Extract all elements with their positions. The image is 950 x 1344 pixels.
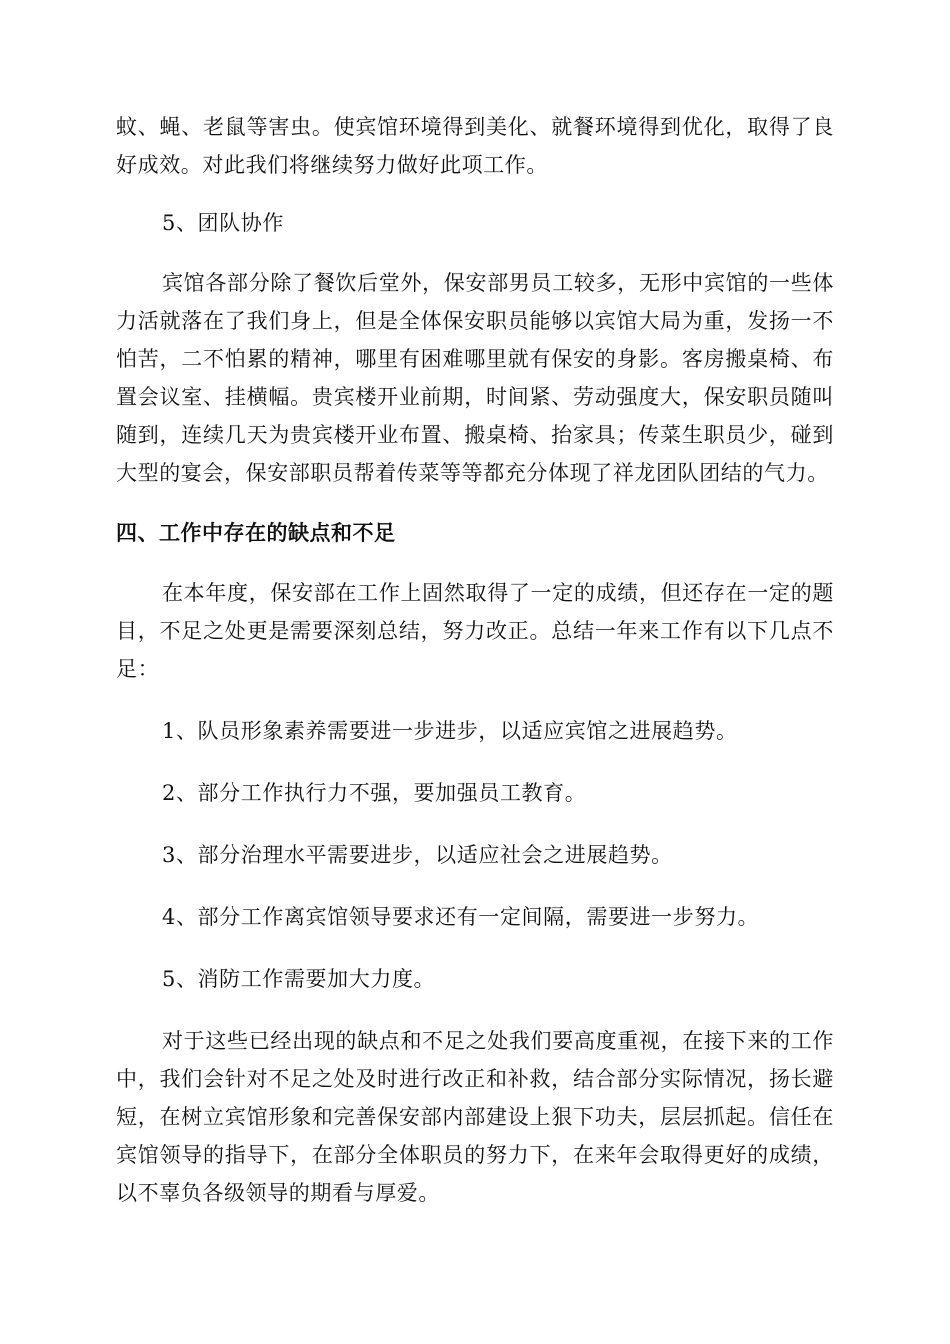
list-item: 1、队员形象素养需要进一步进步，以适应宾馆之进展趋势。: [162, 719, 738, 743]
continued-paragraph: 蚊、蝇、老鼠等害虫。使宾馆环境得到美化、就餐环境得到优化，取得了良好成效。对此我们将继续努力做好此项工作。: [116, 115, 834, 177]
teamwork-item-title: 5、团队协作: [162, 211, 284, 235]
intro-paragraph: 在本年度，保安部在工作上固然取得了一定的成绩，但还存在一定的题目，不足之处更是需要深刻总结，努力改正。总结一年来工作有以下几点不足：: [116, 581, 834, 681]
document-body: [116, 108, 834, 1212]
list-item: 2、部分工作执行力不强，要加强员工教育。: [162, 781, 587, 805]
teamwork-paragraph: 宾馆各部分除了餐饮后堂外，保安部男员工较多，无形中宾馆的一些体力活就落在了我们身上，但是全体保安职员能够以宾馆大局为重，发扬一不怕苦，二不怕累的精神，哪里有困难哪里就有保安的身影。客房搬桌椅、布置会议室、挂横幅。贵宾楼开业前期，时间紧、劳动强度大，保安职员随叫随到，连续几天为贵宾楼开业布置、搬桌椅、抬家具；传菜生职员少，碰到大型的宴会，保安部职员帮着传菜等等都充分体现了祥龙团队团结的气力。: [116, 271, 834, 485]
list-item: 5、消防工作需要加大力度。: [162, 967, 436, 991]
list-item: 4、部分工作离宾馆领导要求还有一定间隔，需要进一步努力。: [162, 905, 760, 929]
closing-paragraph: 对于这些已经出现的缺点和不足之处我们要高度重视，在接下来的工作中，我们会针对不足之处及时进行改正和补救，结合部分实际情况，扬长避短，在树立宾馆形象和完善保安部内部建设上狠下功夫，层层抓起。信任在宾馆领导的指导下，在部分全体职员的努力下，在来年会取得更好的成绩，以不辜负各级领导的期看与厚爱。: [116, 1029, 834, 1205]
section-heading: 四、工作中存在的缺点和不足: [116, 521, 396, 545]
list-item: 3、部分治理水平需要进步，以适应社会之进展趋势。: [162, 843, 673, 867]
